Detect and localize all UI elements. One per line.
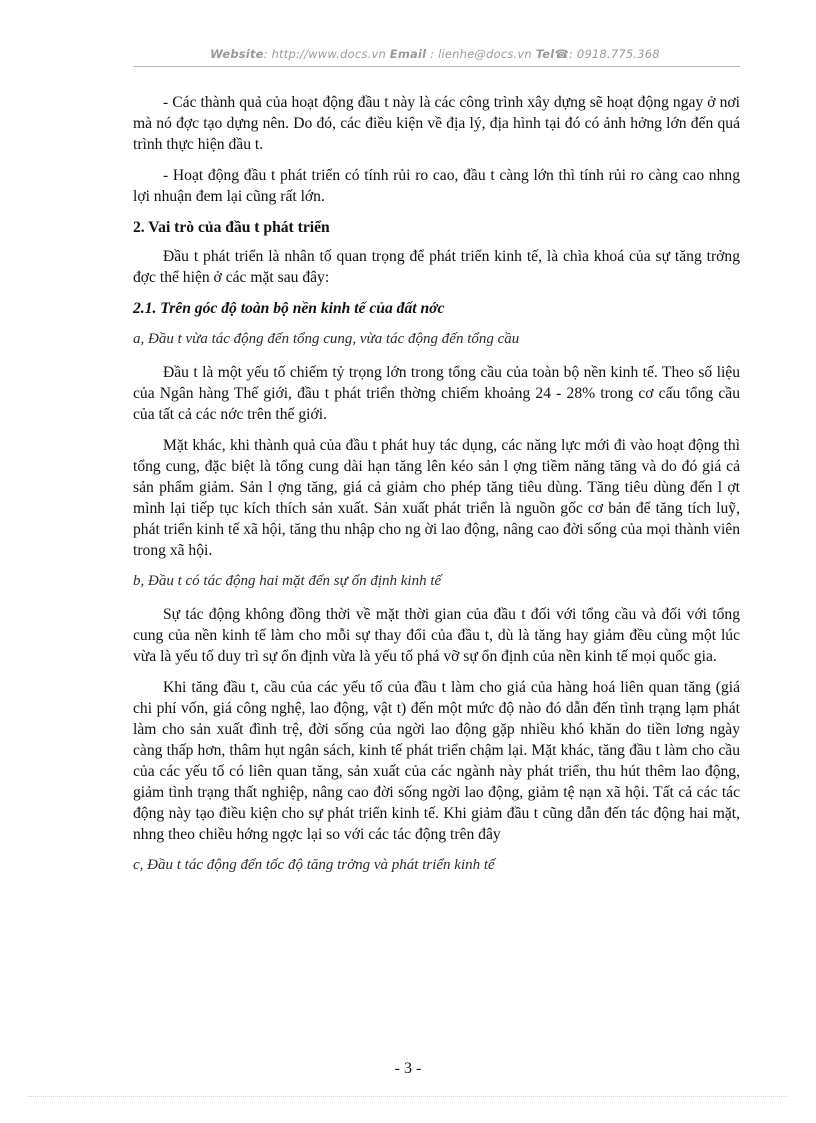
paragraph-3: Đầu t phát triển là nhân tố quan trọng để phát triển kinh tế, là chìa khoá của sự tăng trởng đợc thể hiện ở các mặt sau đây: — [133, 248, 740, 286]
paragraph-6: Sự tác động không đồng thời về mặt thời gian của đầu t đối với tổng cầu và đối với tổng cung của nền kinh tế làm cho mỗi sự thay đổi của đầu t, dù là tăng hay giảm đều cùng một lúc vừa là yếu tố duy trì sự ổn định vừa là yếu tố phá vỡ sự ổn định của nền kinh tế mọi quốc gia. — [133, 606, 740, 665]
email-value: : lienhe@docs.vn — [430, 47, 532, 61]
page-header — [130, 47, 740, 61]
paragraph-7: Khi tăng đầu t, cầu của các yếu tố của đầu t làm cho giá của hàng hoá liên quan tăng (giá chi phí vốn, giá công nghệ, lao động, vật t) đến một mức độ nào đó dẫn đến tình trạng lạm phát làm cho sản xuất đình trệ, đời sống của ngời lao động gặp nhiều khó khăn do tiền lơng ngày càng thấp hơn, thâm hụt ngân sách, kinh tế phát triển chậm lại. Mặt khác, tăng đầu t làm cho cầu của các yếu tố có liên quan tăng, sản xuất của các ngành này phát triển, thu hút thêm lao động, giảm tình trạng thất nghiệp, nâng cao đời sống ngời lao động, giảm tệ nạn xã hội. Tất cả các tác động này tạo điều kiện cho sự phát triển kinh tế. Khi giảm đầu t cũng dẫn đến tác động hai mặt, nhng theo chiều hớng ngợc lại so với các tác động trên đây — [133, 679, 740, 843]
subheading-c: c, Đầu t tác động đến tốc độ tăng trởng và phát triển kinh tế — [133, 857, 495, 873]
tel-label: Tel — [535, 47, 555, 61]
paragraph-4: Đầu t là một yếu tố chiếm tỷ trọng lớn trong tổng cầu của toàn bộ nền kinh tế. Theo số liệu của Ngân hàng Thế giới, đầu t phát triển thờng chiếm khoảng 24 - 28% trong cơ cấu tổng cầu của tất cả các nớc trên thế giới. — [133, 364, 740, 423]
website-value: : http://www.docs.vn — [263, 47, 386, 61]
subsection-heading: 2.1. Trên góc độ toàn bộ nền kinh tế của đất nớc — [133, 300, 445, 317]
footer-divider — [28, 1096, 788, 1097]
paragraph-5: Mặt khác, khi thành quả của đầu t phát huy tác dụng, các năng lực mới đi vào hoạt động thì tổng cung, đặc biệt là tổng cung dài hạn tăng lên kéo sản l ợng tiềm năng tăng và do đó giá cả sản phẩm giảm. Sản l ợng tăng, giá cả giảm cho phép tăng tiêu dùng. Tăng tiêu dùng đến l ợt mình lại tiếp tục kích thích sản xuất. Sản xuất phát triển là nguồn gốc cơ bản để tăng tích luỹ, phát triển kinh tế xã hội, tăng thu nhập cho ng ời lao động, nâng cao đời sống của mọi thành viên trong xã hội. — [133, 437, 740, 559]
page-number: - 3 - — [394, 1060, 422, 1077]
tel-value: ☎: 0918.775.368 — [554, 47, 660, 61]
paragraph-2: - Hoạt động đầu t phát triển có tính rủi ro cao, đầu t càng lớn thì tính rủi ro càng cao nhng lợi nhuận đem lại cũng rất lớn. — [133, 167, 740, 205]
website-label: Website — [210, 47, 264, 61]
paragraph-1: - Các thành quả của hoạt động đầu t này là các công trình xây dựng sẽ hoạt động ngay ở nơi mà nó đợc tạo dựng nên. Do đó, các điều kiện về địa lý, địa hình tại đó có ảnh hởng lớn đến quá trình thực hiện đầu t. — [133, 94, 740, 153]
subheading-a: a, Đầu t vừa tác động đến tổng cung, vừa tác động đến tổng cầu — [133, 331, 520, 347]
document-body — [133, 92, 740, 888]
subheading-b: b, Đầu t có tác động hai mặt đến sự ổn định kinh tế — [133, 573, 442, 589]
header-divider — [133, 66, 740, 67]
section-heading: 2. Vai trò của đầu t phát triển — [133, 219, 330, 236]
email-label: Email — [389, 47, 427, 61]
